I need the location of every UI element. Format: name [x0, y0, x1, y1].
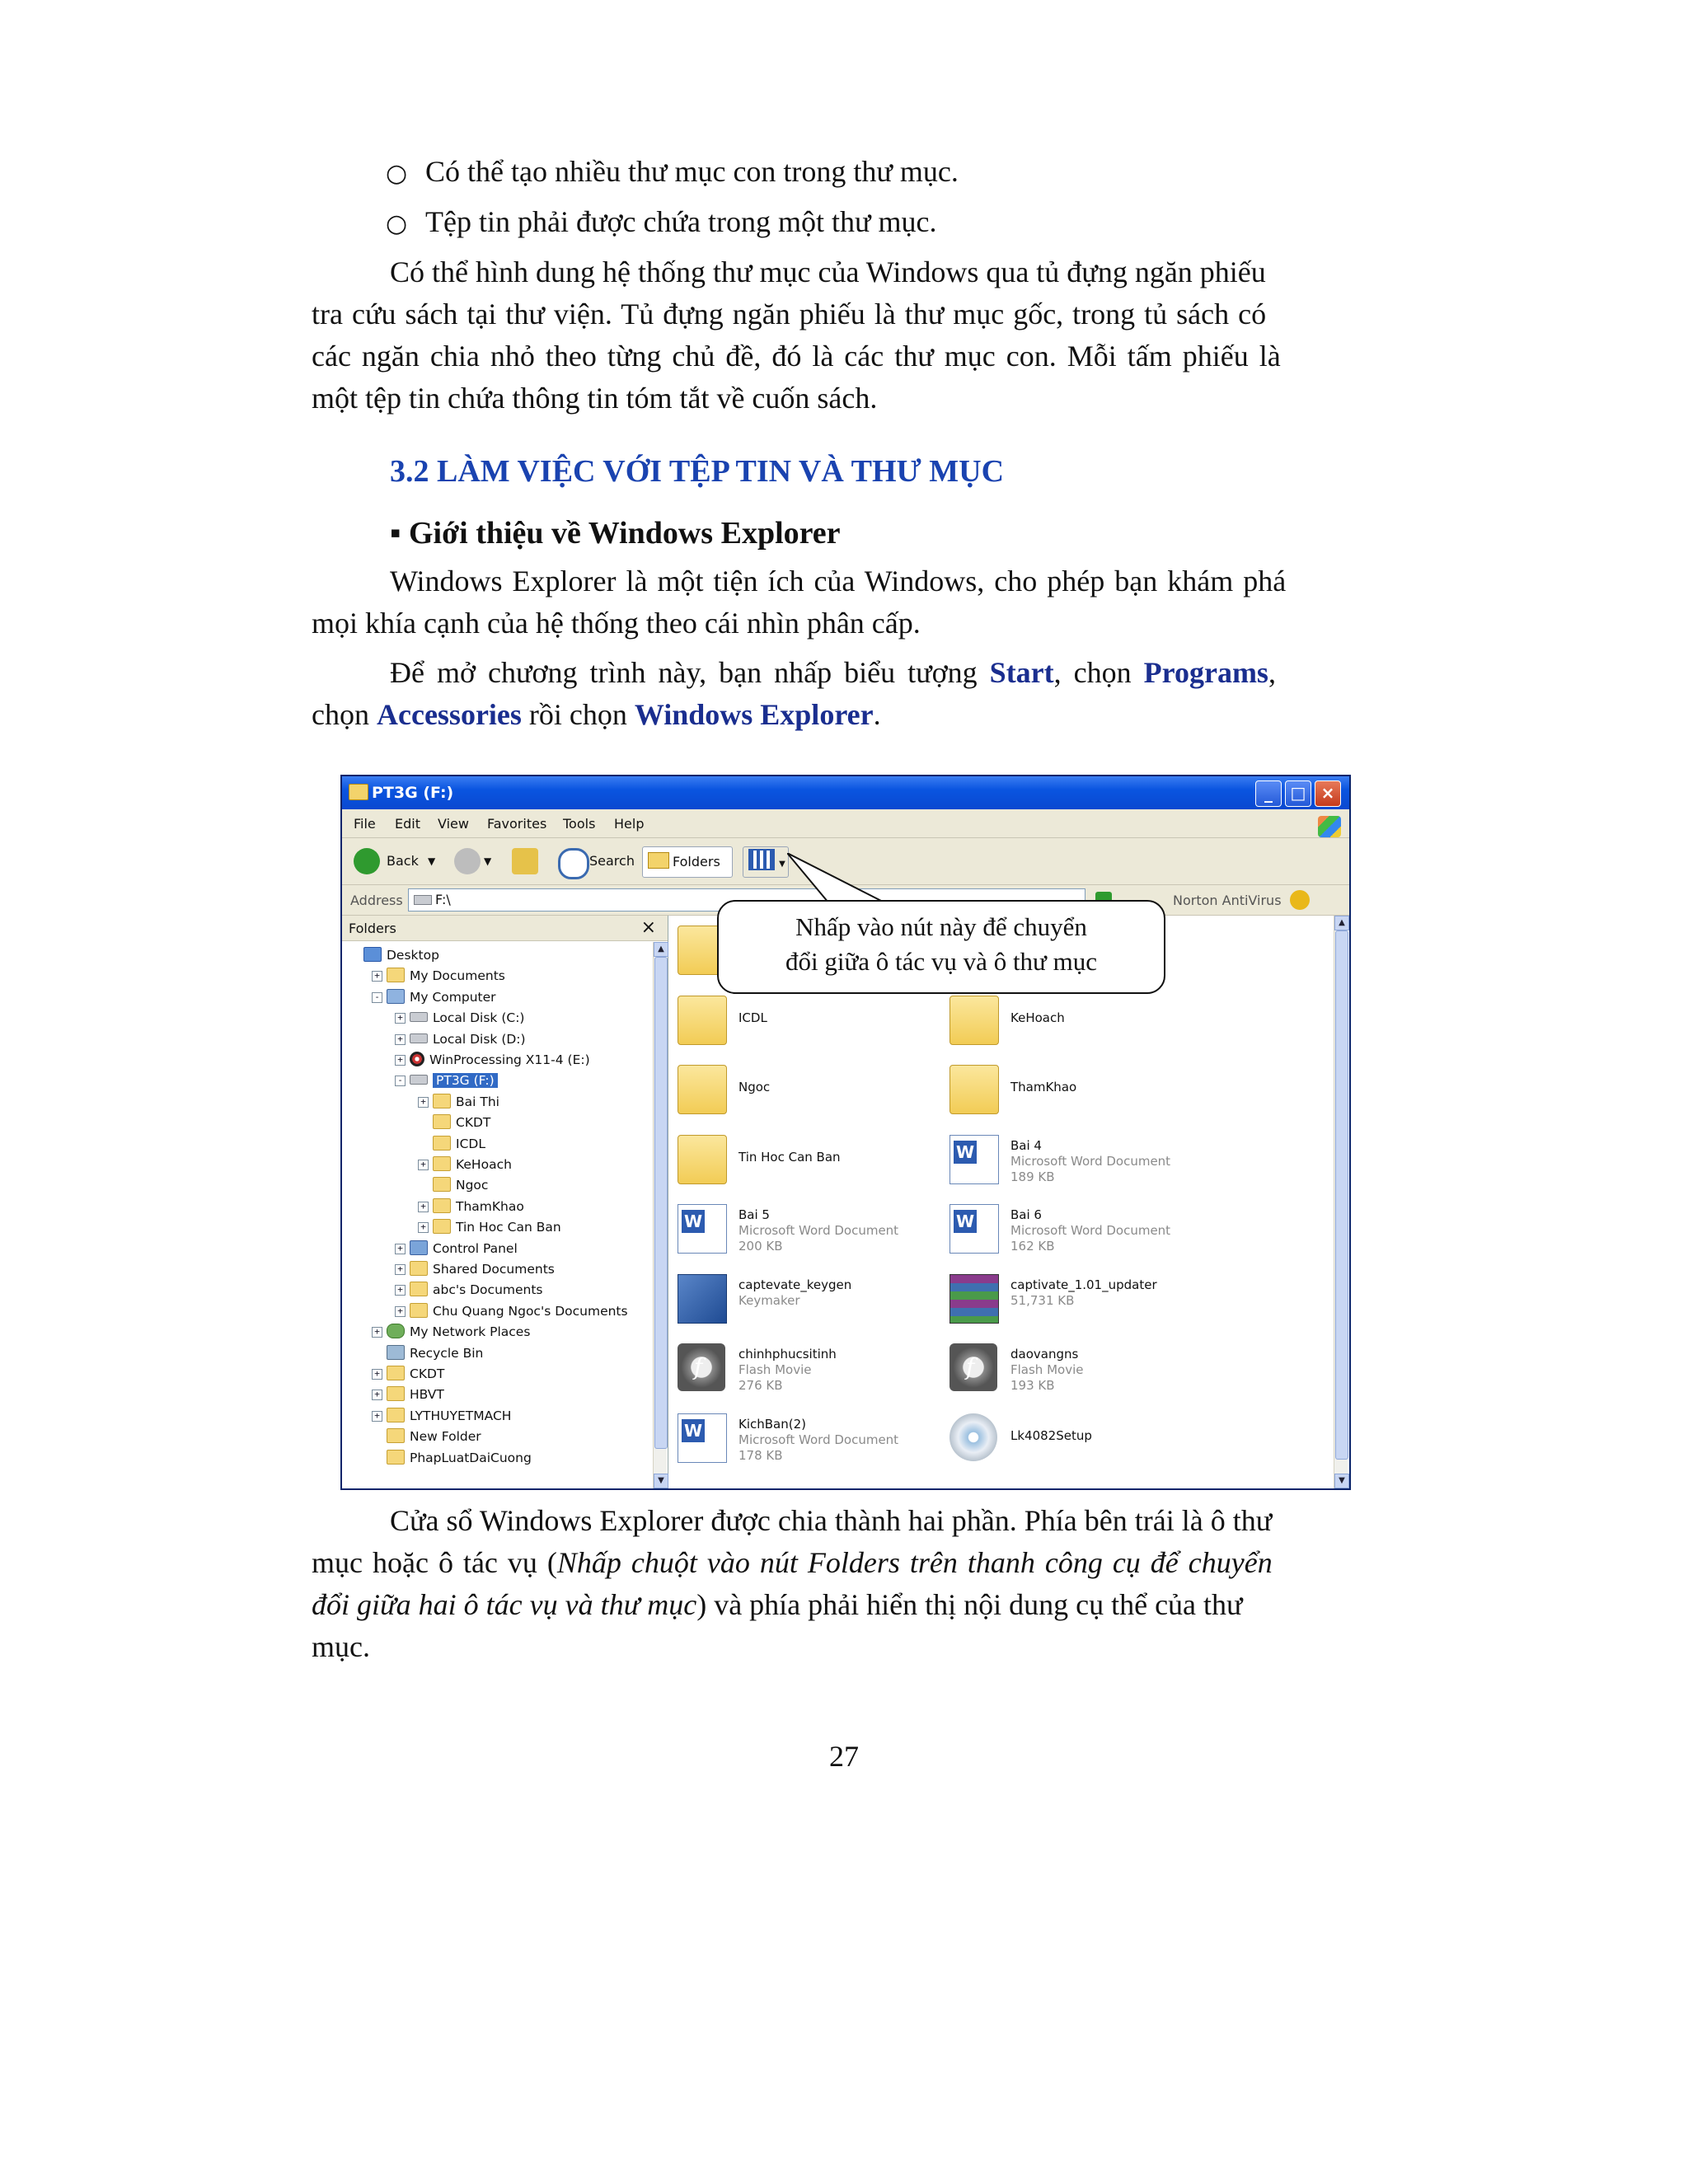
file-name: Tin Hoc Can Ban [738, 1149, 841, 1165]
expand-icon[interactable]: + [372, 1327, 382, 1338]
expand-icon[interactable]: + [372, 1411, 382, 1422]
file-details [738, 1417, 898, 1464]
expand-icon[interactable]: + [372, 971, 382, 982]
flash-movie-icon [950, 1343, 997, 1391]
tree-item-label: My Computer [410, 989, 496, 1005]
file-type: Microsoft Word Document [738, 1432, 899, 1447]
paragraph-line: Có thể hình dung hệ thống thư mục của Windows qua tủ đựng ngăn phiếu [390, 255, 1266, 288]
expand-icon[interactable]: + [372, 1369, 382, 1380]
callout-line: Nhấp vào nút này để chuyển [795, 912, 1087, 941]
back-button[interactable]: Back [387, 853, 419, 869]
menu-file[interactable]: File [354, 816, 376, 832]
callout-pointer [787, 853, 886, 904]
expand-icon[interactable]: + [395, 1013, 406, 1024]
file-item[interactable] [678, 1271, 941, 1330]
tree-item[interactable] [387, 1427, 481, 1446]
file-name: Lk4082Setup [1010, 1427, 1092, 1443]
scroll-thumb[interactable] [654, 957, 668, 1449]
tree-item-label: Local Disk (D:) [433, 1031, 526, 1047]
drive-icon [410, 1012, 428, 1022]
expand-icon[interactable]: + [395, 1244, 406, 1254]
tree-item-label: Shared Documents [433, 1262, 555, 1277]
tree-item[interactable] [420, 1197, 524, 1216]
tree-item[interactable] [397, 1280, 543, 1300]
folder-icon [433, 1177, 451, 1192]
folder-icon [950, 996, 999, 1045]
forward-arrow-icon[interactable] [454, 848, 481, 874]
tree-item-label: KeHoach [456, 1157, 512, 1172]
drive-icon [410, 1033, 428, 1043]
close-button[interactable]: × [1315, 780, 1341, 807]
scroll-down-icon[interactable]: ▼ [1334, 1474, 1349, 1488]
tree-item[interactable] [374, 1364, 445, 1384]
tree-item[interactable] [397, 1071, 498, 1090]
contents-scrollbar[interactable] [1334, 916, 1348, 1488]
folder-icon [648, 852, 669, 869]
tree-item[interactable] [387, 1343, 483, 1363]
circle-bullet-icon: ○ [386, 209, 408, 238]
folder-icon [433, 1198, 451, 1213]
close-pane-icon[interactable]: × [640, 917, 656, 938]
word-document-icon [678, 1413, 727, 1463]
file-name: daovangns [1010, 1347, 1079, 1361]
file-details [1010, 1428, 1092, 1444]
file-size: 162 KB [1010, 1239, 1055, 1254]
file-name: captevate_keygen [738, 1277, 852, 1292]
page-number: 27 [829, 1740, 859, 1773]
file-item[interactable] [678, 1410, 941, 1469]
tree-item[interactable] [420, 1092, 499, 1112]
folder-icon [387, 1450, 405, 1465]
tree-item-label: ThamKhao [456, 1198, 524, 1214]
drive-icon [410, 1075, 428, 1085]
file-type: Flash Movie [738, 1362, 812, 1377]
expand-icon[interactable]: + [395, 1034, 406, 1045]
windows-logo-icon [1318, 816, 1341, 837]
tree-item-label: Desktop [387, 948, 439, 963]
tree-item[interactable] [374, 1406, 512, 1426]
file-type: Microsoft Word Document [738, 1223, 899, 1238]
expand-icon[interactable]: + [418, 1160, 429, 1170]
file-item[interactable] [950, 1410, 1213, 1469]
tree-item-label: Tin Hoc Can Ban [456, 1220, 561, 1235]
expand-icon[interactable]: + [395, 1055, 406, 1066]
folder-icon [678, 996, 727, 1045]
tree-item-label: My Network Places [410, 1324, 531, 1340]
expand-icon[interactable]: + [372, 1390, 382, 1400]
keyword-accessories: Accessories [376, 698, 522, 731]
file-item[interactable] [678, 992, 941, 1052]
file-item[interactable] [950, 1062, 1213, 1121]
folders-button[interactable]: Folders [642, 846, 733, 878]
back-dropdown-icon[interactable]: ▼ [428, 855, 436, 867]
folder-icon [433, 1156, 451, 1171]
file-item[interactable] [678, 1062, 941, 1121]
tree-item-label: HBVT [410, 1387, 444, 1403]
file-item[interactable] [950, 992, 1213, 1052]
tree-item[interactable] [374, 1385, 444, 1404]
folders-pane-title: Folders [349, 921, 396, 936]
tree-item-label: Control Panel [433, 1240, 518, 1256]
file-name: Bai 6 [1010, 1207, 1042, 1222]
tree-item-label: Ngoc [456, 1178, 489, 1193]
folder-icon [433, 1219, 451, 1234]
address-label: Address [350, 893, 403, 908]
desktop-icon [363, 947, 382, 962]
tree-item-label: Recycle Bin [410, 1345, 484, 1361]
file-details [738, 1150, 841, 1165]
norton-antivirus-label[interactable]: Norton AntiVirus [1173, 893, 1282, 908]
cd-drive-icon [410, 1052, 424, 1066]
tree-item[interactable] [374, 966, 505, 986]
tree-item[interactable] [363, 945, 439, 965]
tree-item-label: ICDL [456, 1136, 485, 1151]
section-heading: 3.2 LÀM VIỆC VỚI TỆP TIN VÀ THƯ MỤC [390, 454, 1005, 489]
file-item[interactable] [950, 1201, 1213, 1260]
scroll-down-icon[interactable]: ▼ [654, 1474, 668, 1488]
file-item[interactable] [950, 1340, 1213, 1399]
paragraph-line: Windows Explorer là một tiện ích của Windows, cho phép bạn khám phá [390, 565, 1287, 598]
tree-item-label: PT3G (F:) [433, 1073, 498, 1088]
word-document-icon [950, 1204, 999, 1254]
collapse-icon[interactable]: - [372, 992, 382, 1003]
tree-item[interactable] [397, 1029, 526, 1049]
paragraph-line: một tệp tin chứa thông tin tóm tắt về cuốn sách. [312, 382, 878, 415]
expand-icon[interactable]: + [418, 1222, 429, 1233]
bullet-item: ○ Tệp tin phải được chứa trong một thư mục. [386, 201, 936, 245]
file-size: 200 KB [738, 1239, 783, 1254]
scroll-thumb[interactable] [1335, 930, 1348, 1460]
tree-item[interactable] [374, 1322, 531, 1342]
word-document-icon [950, 1135, 999, 1184]
folder-icon [678, 1135, 727, 1184]
address-value: F:\ [435, 892, 451, 907]
tree-item-label: Bai Thi [456, 1094, 499, 1109]
file-type: 51,731 KB [1010, 1292, 1075, 1308]
file-details [738, 1080, 770, 1095]
views-icon [748, 849, 775, 870]
file-name: KichBan(2) [738, 1416, 806, 1432]
collapse-icon[interactable]: - [395, 1076, 406, 1086]
network-icon [387, 1324, 405, 1338]
drive-icon [414, 895, 432, 905]
tree-item[interactable] [374, 987, 496, 1007]
folder-icon [950, 1065, 999, 1114]
folder-icon [387, 1408, 405, 1422]
tree-item[interactable] [397, 1301, 628, 1321]
file-size: 193 KB [1010, 1378, 1055, 1393]
bullet-item: ○ Có thể tạo nhiều thư mục con trong thư mục. [386, 151, 959, 194]
expand-icon[interactable]: + [395, 1264, 406, 1275]
expand-icon[interactable]: + [395, 1285, 406, 1296]
tree-item[interactable] [420, 1155, 512, 1174]
tree-item-label: My Documents [410, 968, 505, 984]
up-folder-icon[interactable] [512, 848, 538, 874]
forward-dropdown-icon[interactable]: ▼ [484, 855, 492, 867]
file-details [738, 1010, 767, 1026]
control-panel-icon [410, 1240, 428, 1255]
tree-item[interactable] [387, 1448, 532, 1468]
paragraph-line: mọi khía cạnh của hệ thống theo cái nhìn phân cấp. [312, 607, 921, 640]
circle-bullet-icon: ○ [386, 159, 408, 188]
file-type: Flash Movie [1010, 1362, 1084, 1377]
tree-item-label: Chu Quang Ngoc's Documents [433, 1303, 628, 1319]
file-item[interactable] [950, 1271, 1213, 1330]
file-details [1010, 1010, 1065, 1026]
chevron-down-icon: ▼ [779, 860, 785, 869]
folder-icon [387, 1366, 405, 1380]
folder-icon [410, 1282, 428, 1296]
contents-pane [669, 916, 1349, 1488]
search-icon[interactable] [558, 848, 589, 879]
tree-item-label: CKDT [410, 1366, 445, 1381]
folder-icon [410, 1303, 428, 1318]
search-button[interactable]: Search [589, 853, 635, 869]
tree-item-label: New Folder [410, 1429, 481, 1445]
file-details [1010, 1347, 1083, 1394]
file-name: ICDL [738, 1010, 767, 1025]
folder-icon [349, 784, 368, 800]
file-name: Ngoc [738, 1080, 771, 1094]
file-details [1010, 1138, 1170, 1185]
file-details [1010, 1080, 1076, 1095]
tree-item[interactable] [397, 1008, 525, 1028]
file-item[interactable] [678, 1340, 941, 1399]
paragraph-line: chọn Accessories rồi chọn Windows Explorer. [312, 698, 881, 731]
tree-item[interactable] [433, 1113, 490, 1132]
file-details [738, 1207, 898, 1254]
tree-item-label: abc's Documents [433, 1282, 543, 1298]
menu-help[interactable]: Help [614, 816, 645, 832]
folder-icon [410, 1261, 428, 1276]
tree-item[interactable] [397, 1050, 590, 1070]
callout-bubble [717, 900, 1165, 994]
tree-item[interactable] [397, 1259, 555, 1279]
paragraph-line: Cửa sổ Windows Explorer được chia thành hai phần. Phía bên trái là ô thư [390, 1504, 1273, 1537]
keyword-programs: Programs [1143, 656, 1268, 689]
tree-item-label: LYTHUYETMACH [410, 1408, 512, 1423]
file-item[interactable] [678, 1132, 941, 1191]
file-size: 178 KB [738, 1447, 783, 1463]
file-name: ThamKhao [1010, 1080, 1077, 1094]
square-bullet-icon: ▪ [390, 516, 401, 551]
keyword-start: Start [989, 656, 1054, 689]
word-document-icon [678, 1204, 727, 1254]
file-size: 189 KB [1010, 1169, 1055, 1184]
paragraph-line: mục hoặc ô tác vụ (Nhấp chuột vào nút Folders trên thanh công cụ để chuyển [312, 1546, 1273, 1579]
folders-pane [342, 916, 668, 1488]
file-name: Bai 4 [1010, 1137, 1042, 1153]
paragraph-line: mục. [312, 1630, 370, 1663]
keygen-icon [678, 1274, 727, 1324]
tree-scrollbar[interactable] [653, 942, 667, 1488]
menu-tools[interactable]: Tools [563, 816, 596, 832]
expand-icon[interactable]: + [395, 1306, 406, 1317]
folder-icon [433, 1136, 451, 1151]
norton-icon[interactable] [1290, 890, 1310, 910]
file-name: Bai 5 [738, 1207, 770, 1222]
file-type: Keymaker [738, 1292, 800, 1308]
window-title: PT3G (F:) [372, 784, 454, 802]
tree-item[interactable] [433, 1134, 485, 1154]
tree-item[interactable] [397, 1239, 518, 1258]
paragraph-line: các ngăn chia nhỏ theo từng chủ đề, đó là các thư mục con. Mỗi tấm phiếu là [312, 340, 1281, 373]
recycle-bin-icon [387, 1345, 405, 1360]
menu-view[interactable]: View [438, 816, 469, 832]
file-name: captivate_1.01_updater [1010, 1277, 1157, 1292]
keyword-windows-explorer: Windows Explorer [634, 698, 874, 731]
file-item[interactable] [678, 1201, 941, 1260]
subheading: ▪ Giới thiệu về Windows Explorer [390, 516, 841, 551]
menu-bar [342, 809, 1349, 838]
rar-archive-icon [950, 1274, 999, 1324]
computer-icon [387, 989, 405, 1004]
expand-icon[interactable]: + [418, 1202, 429, 1212]
paragraph-line: Để mở chương trình này, bạn nhấp biểu tượng Start, chọn Programs, [390, 656, 1276, 689]
maximize-button[interactable]: □ [1285, 780, 1311, 807]
folder-icon [387, 1428, 405, 1443]
file-size: 276 KB [738, 1378, 783, 1393]
back-arrow-icon[interactable] [354, 848, 380, 874]
views-button[interactable] [743, 846, 789, 878]
tree-item-label: CKDT [456, 1115, 491, 1131]
folder-icon [433, 1114, 451, 1129]
setup-cd-icon [950, 1413, 997, 1461]
file-item[interactable] [950, 1132, 1213, 1191]
flash-movie-icon [678, 1343, 725, 1391]
expand-icon[interactable]: + [418, 1097, 429, 1108]
menu-favorites[interactable]: Favorites [487, 816, 547, 832]
folders-pane-header [342, 916, 668, 941]
file-type: Microsoft Word Document [1010, 1153, 1171, 1169]
paragraph-line: đổi giữa hai ô tác vụ và thư mục) và phía phải hiển thị nội dung cụ thể của thư [312, 1588, 1243, 1621]
file-details [738, 1347, 837, 1394]
tree-item-label: PhapLuatDaiCuong [410, 1450, 532, 1465]
callout-line: đổi giữa ô tác vụ và ô thư mục [785, 947, 1097, 976]
file-name: KeHoach [1010, 1010, 1065, 1025]
scroll-up-icon[interactable]: ▲ [1334, 916, 1349, 930]
folder-icon [678, 1065, 727, 1114]
file-type: Microsoft Word Document [1010, 1223, 1171, 1238]
file-name: chinhphucsitinh [738, 1347, 837, 1361]
file-details [1010, 1207, 1170, 1254]
tree-item[interactable] [420, 1217, 561, 1237]
scroll-up-icon[interactable]: ▲ [654, 942, 668, 957]
menu-edit[interactable]: Edit [395, 816, 420, 832]
minimize-button[interactable]: _ [1255, 780, 1282, 807]
folder-icon [387, 1386, 405, 1401]
title-bar[interactable] [342, 776, 1349, 809]
tree-item-label: WinProcessing X11-4 (E:) [429, 1052, 590, 1067]
tree-item[interactable] [433, 1175, 488, 1195]
file-details [1010, 1277, 1157, 1309]
folder-icon [387, 968, 405, 982]
file-details [738, 1277, 851, 1309]
folder-icon [433, 1094, 451, 1108]
paragraph-line: tra cứu sách tại thư viện. Tủ đựng ngăn phiếu là thư mục gốc, trong tủ sách có [312, 298, 1267, 330]
tree-item-label: Local Disk (C:) [433, 1010, 525, 1026]
